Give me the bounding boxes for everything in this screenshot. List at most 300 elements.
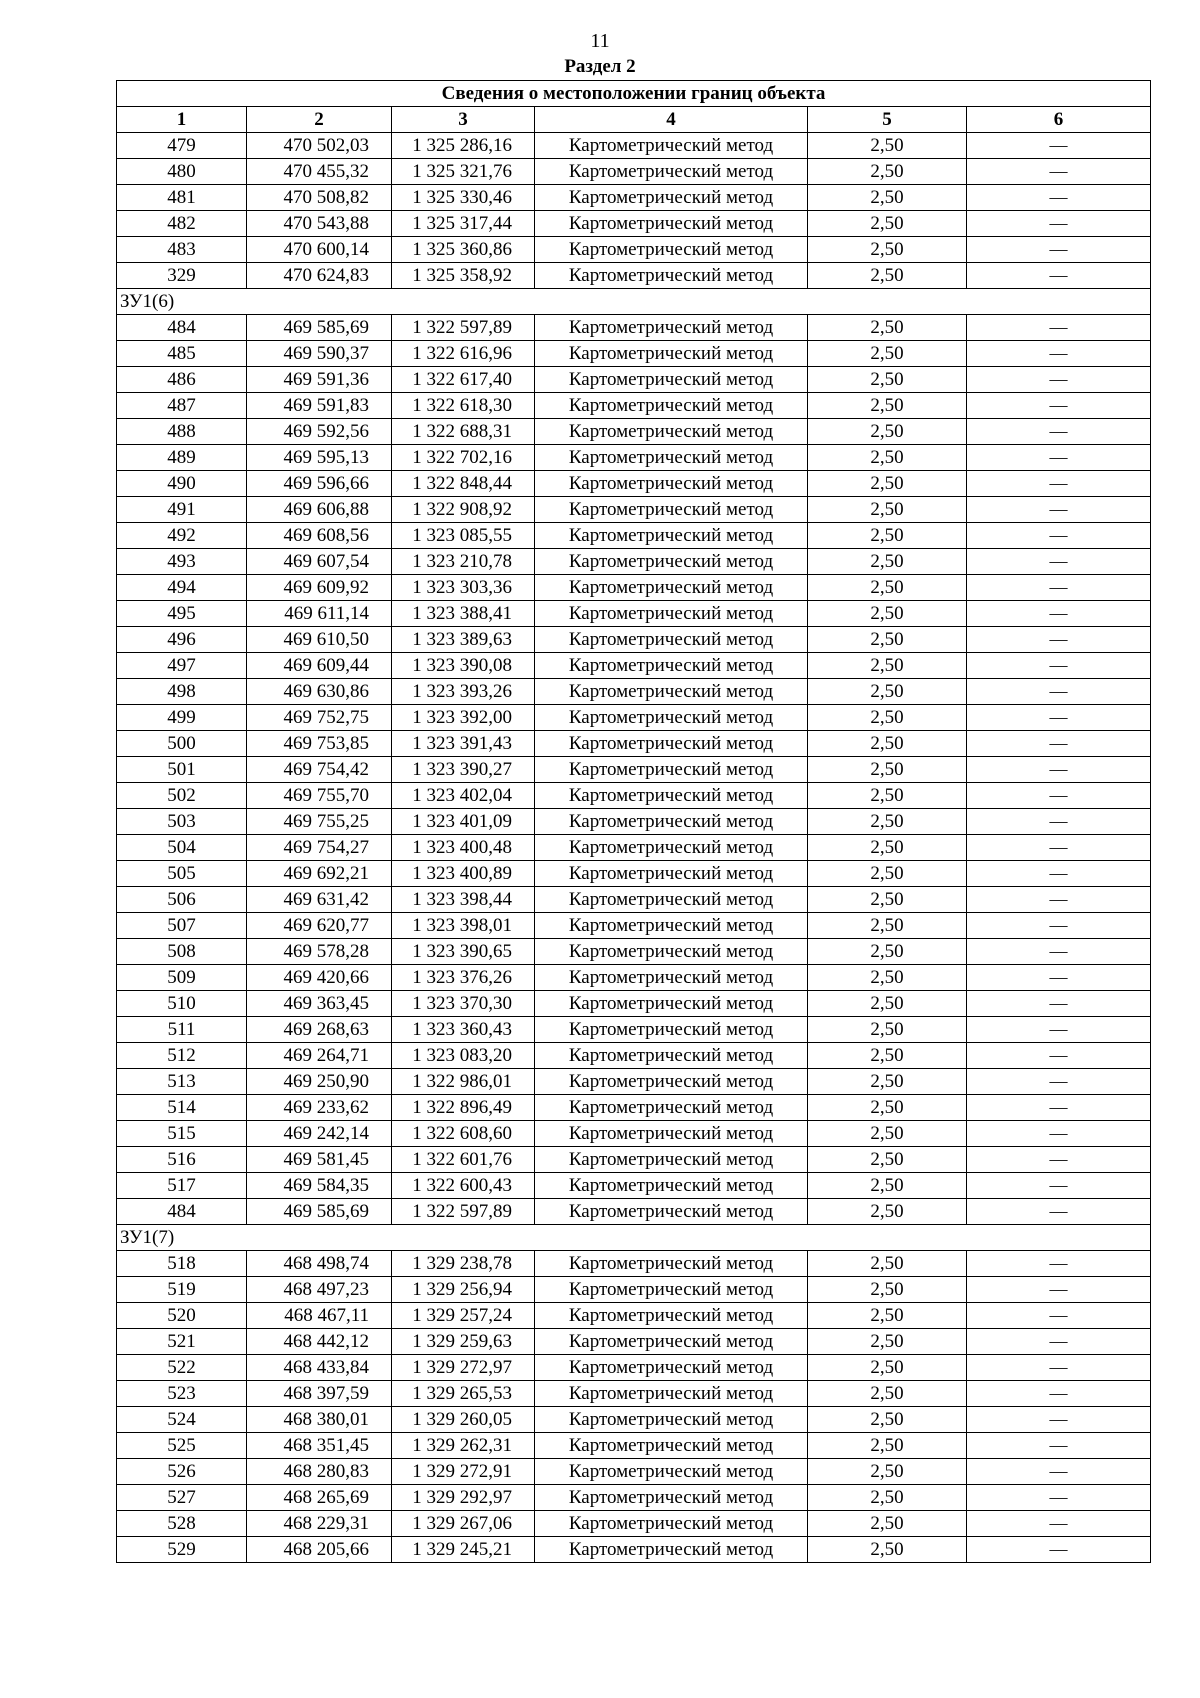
table-row xyxy=(117,1173,1151,1199)
point-number-cell: 481 xyxy=(117,185,247,211)
table-row xyxy=(117,1017,1151,1043)
group-header-row xyxy=(117,1225,1151,1251)
description-cell: — xyxy=(967,1355,1151,1381)
point-number-cell: 525 xyxy=(117,1433,247,1459)
table-row xyxy=(117,1251,1151,1277)
point-number-cell: 518 xyxy=(117,1251,247,1277)
y-coordinate-cell: 1 323 303,36 xyxy=(392,575,535,601)
description-cell: — xyxy=(967,497,1151,523)
point-number-cell: 503 xyxy=(117,809,247,835)
x-coordinate-cell: 469 752,75 xyxy=(247,705,392,731)
table-row xyxy=(117,887,1151,913)
description-cell: — xyxy=(967,1459,1151,1485)
description-cell: — xyxy=(967,419,1151,445)
accuracy-cell: 2,50 xyxy=(808,237,967,263)
y-coordinate-cell: 1 325 286,16 xyxy=(392,133,535,159)
accuracy-cell: 2,50 xyxy=(808,1459,967,1485)
point-number-cell: 484 xyxy=(117,1199,247,1225)
method-cell: Картометрический метод xyxy=(535,809,808,835)
x-coordinate-cell: 469 595,13 xyxy=(247,445,392,471)
y-coordinate-cell: 1 323 370,30 xyxy=(392,991,535,1017)
x-coordinate-cell: 469 692,21 xyxy=(247,861,392,887)
accuracy-cell: 2,50 xyxy=(808,1433,967,1459)
description-cell: — xyxy=(967,575,1151,601)
description-cell: — xyxy=(967,1381,1151,1407)
table-row xyxy=(117,237,1151,263)
method-cell: Картометрический метод xyxy=(535,783,808,809)
accuracy-cell: 2,50 xyxy=(808,1485,967,1511)
y-coordinate-cell: 1 323 392,00 xyxy=(392,705,535,731)
description-cell: — xyxy=(967,835,1151,861)
table-row xyxy=(117,1069,1151,1095)
method-cell: Картометрический метод xyxy=(535,653,808,679)
method-cell: Картометрический метод xyxy=(535,445,808,471)
table-row xyxy=(117,1043,1151,1069)
accuracy-cell: 2,50 xyxy=(808,341,967,367)
point-number-cell: 488 xyxy=(117,419,247,445)
y-coordinate-cell: 1 329 257,24 xyxy=(392,1303,535,1329)
point-number-cell: 522 xyxy=(117,1355,247,1381)
x-coordinate-cell: 468 265,69 xyxy=(247,1485,392,1511)
accuracy-cell: 2,50 xyxy=(808,653,967,679)
point-number-cell: 483 xyxy=(117,237,247,263)
table-row xyxy=(117,1407,1151,1433)
description-cell: — xyxy=(967,1511,1151,1537)
point-number-cell: 490 xyxy=(117,471,247,497)
table-row xyxy=(117,393,1151,419)
column-header: 4 xyxy=(535,107,808,133)
method-cell: Картометрический метод xyxy=(535,367,808,393)
point-number-cell: 524 xyxy=(117,1407,247,1433)
table-row xyxy=(117,1381,1151,1407)
description-cell: — xyxy=(967,1329,1151,1355)
method-cell: Картометрический метод xyxy=(535,1329,808,1355)
description-cell: — xyxy=(967,1095,1151,1121)
description-cell: — xyxy=(967,991,1151,1017)
method-cell: Картометрический метод xyxy=(535,523,808,549)
table-row xyxy=(117,1433,1151,1459)
point-number-cell: 498 xyxy=(117,679,247,705)
y-coordinate-cell: 1 329 265,53 xyxy=(392,1381,535,1407)
accuracy-cell: 2,50 xyxy=(808,1069,967,1095)
y-coordinate-cell: 1 329 238,78 xyxy=(392,1251,535,1277)
table-row xyxy=(117,679,1151,705)
y-coordinate-cell: 1 329 256,94 xyxy=(392,1277,535,1303)
description-cell: — xyxy=(967,1433,1151,1459)
x-coordinate-cell: 469 591,36 xyxy=(247,367,392,393)
accuracy-cell: 2,50 xyxy=(808,523,967,549)
x-coordinate-cell: 469 242,14 xyxy=(247,1121,392,1147)
table-row xyxy=(117,133,1151,159)
table-row xyxy=(117,159,1151,185)
table-row xyxy=(117,783,1151,809)
accuracy-cell: 2,50 xyxy=(808,1173,967,1199)
y-coordinate-cell: 1 323 388,41 xyxy=(392,601,535,627)
table-row xyxy=(117,653,1151,679)
description-cell: — xyxy=(967,1199,1151,1225)
description-cell: — xyxy=(967,471,1151,497)
description-cell: — xyxy=(967,939,1151,965)
group-label: ЗУ1(7) xyxy=(117,1225,1151,1251)
y-coordinate-cell: 1 323 402,04 xyxy=(392,783,535,809)
method-cell: Картометрический метод xyxy=(535,1485,808,1511)
method-cell: Картометрический метод xyxy=(535,133,808,159)
table-row xyxy=(117,367,1151,393)
accuracy-cell: 2,50 xyxy=(808,263,967,289)
x-coordinate-cell: 468 351,45 xyxy=(247,1433,392,1459)
point-number-cell: 496 xyxy=(117,627,247,653)
x-coordinate-cell: 468 280,83 xyxy=(247,1459,392,1485)
point-number-cell: 497 xyxy=(117,653,247,679)
x-coordinate-cell: 469 585,69 xyxy=(247,1199,392,1225)
method-cell: Картометрический метод xyxy=(535,341,808,367)
table-row xyxy=(117,965,1151,991)
description-cell: — xyxy=(967,861,1151,887)
point-number-cell: 501 xyxy=(117,757,247,783)
y-coordinate-cell: 1 322 986,01 xyxy=(392,1069,535,1095)
description-cell: — xyxy=(967,237,1151,263)
point-number-cell: 528 xyxy=(117,1511,247,1537)
table-row xyxy=(117,809,1151,835)
y-coordinate-cell: 1 323 390,08 xyxy=(392,653,535,679)
description-cell: — xyxy=(967,757,1151,783)
table-row xyxy=(117,1355,1151,1381)
method-cell: Картометрический метод xyxy=(535,861,808,887)
method-cell: Картометрический метод xyxy=(535,1095,808,1121)
x-coordinate-cell: 469 592,56 xyxy=(247,419,392,445)
description-cell: — xyxy=(967,965,1151,991)
description-cell: — xyxy=(967,1485,1151,1511)
table-row xyxy=(117,1537,1151,1563)
x-coordinate-cell: 469 608,56 xyxy=(247,523,392,549)
y-coordinate-cell: 1 322 597,89 xyxy=(392,1199,535,1225)
y-coordinate-cell: 1 323 400,89 xyxy=(392,861,535,887)
method-cell: Картометрический метод xyxy=(535,731,808,757)
accuracy-cell: 2,50 xyxy=(808,783,967,809)
method-cell: Картометрический метод xyxy=(535,419,808,445)
y-coordinate-cell: 1 323 400,48 xyxy=(392,835,535,861)
table-caption: Сведения о местоположении границ объекта xyxy=(117,81,1151,107)
description-cell: — xyxy=(967,1017,1151,1043)
accuracy-cell: 2,50 xyxy=(808,705,967,731)
x-coordinate-cell: 468 397,59 xyxy=(247,1381,392,1407)
y-coordinate-cell: 1 323 083,20 xyxy=(392,1043,535,1069)
method-cell: Картометрический метод xyxy=(535,1277,808,1303)
y-coordinate-cell: 1 329 267,06 xyxy=(392,1511,535,1537)
table-row xyxy=(117,731,1151,757)
description-cell: — xyxy=(967,523,1151,549)
description-cell: — xyxy=(967,1173,1151,1199)
point-number-cell: 479 xyxy=(117,133,247,159)
method-cell: Картометрический метод xyxy=(535,159,808,185)
point-number-cell: 508 xyxy=(117,939,247,965)
point-number-cell: 487 xyxy=(117,393,247,419)
point-number-cell: 529 xyxy=(117,1537,247,1563)
accuracy-cell: 2,50 xyxy=(808,835,967,861)
section-title: Раздел 2 xyxy=(564,56,636,77)
accuracy-cell: 2,50 xyxy=(808,939,967,965)
description-cell: — xyxy=(967,731,1151,757)
description-cell: — xyxy=(967,601,1151,627)
method-cell: Картометрический метод xyxy=(535,965,808,991)
table-row xyxy=(117,211,1151,237)
y-coordinate-cell: 1 323 398,44 xyxy=(392,887,535,913)
description-cell: — xyxy=(967,653,1151,679)
table-row xyxy=(117,575,1151,601)
accuracy-cell: 2,50 xyxy=(808,965,967,991)
method-cell: Картометрический метод xyxy=(535,1147,808,1173)
accuracy-cell: 2,50 xyxy=(808,1017,967,1043)
table-row xyxy=(117,705,1151,731)
point-number-cell: 526 xyxy=(117,1459,247,1485)
point-number-cell: 500 xyxy=(117,731,247,757)
column-number-row xyxy=(117,107,1151,133)
point-number-cell: 480 xyxy=(117,159,247,185)
description-cell: — xyxy=(967,1251,1151,1277)
x-coordinate-cell: 469 754,27 xyxy=(247,835,392,861)
method-cell: Картометрический метод xyxy=(535,393,808,419)
group-header-row xyxy=(117,289,1151,315)
group-label: ЗУ1(6) xyxy=(117,289,1151,315)
point-number-cell: 494 xyxy=(117,575,247,601)
accuracy-cell: 2,50 xyxy=(808,471,967,497)
table-row xyxy=(117,1329,1151,1355)
method-cell: Картометрический метод xyxy=(535,1251,808,1277)
accuracy-cell: 2,50 xyxy=(808,549,967,575)
description-cell: — xyxy=(967,809,1151,835)
x-coordinate-cell: 469 585,69 xyxy=(247,315,392,341)
accuracy-cell: 2,50 xyxy=(808,1537,967,1563)
table-row xyxy=(117,497,1151,523)
method-cell: Картометрический метод xyxy=(535,185,808,211)
description-cell: — xyxy=(967,549,1151,575)
accuracy-cell: 2,50 xyxy=(808,1381,967,1407)
method-cell: Картометрический метод xyxy=(535,601,808,627)
x-coordinate-cell: 468 433,84 xyxy=(247,1355,392,1381)
point-number-cell: 510 xyxy=(117,991,247,1017)
column-header: 3 xyxy=(392,107,535,133)
point-number-cell: 505 xyxy=(117,861,247,887)
accuracy-cell: 2,50 xyxy=(808,497,967,523)
point-number-cell: 515 xyxy=(117,1121,247,1147)
y-coordinate-cell: 1 329 259,63 xyxy=(392,1329,535,1355)
y-coordinate-cell: 1 322 608,60 xyxy=(392,1121,535,1147)
method-cell: Картометрический метод xyxy=(535,913,808,939)
x-coordinate-cell: 469 590,37 xyxy=(247,341,392,367)
point-number-cell: 486 xyxy=(117,367,247,393)
y-coordinate-cell: 1 329 262,31 xyxy=(392,1433,535,1459)
x-coordinate-cell: 470 502,03 xyxy=(247,133,392,159)
x-coordinate-cell: 469 420,66 xyxy=(247,965,392,991)
table-row xyxy=(117,601,1151,627)
y-coordinate-cell: 1 329 292,97 xyxy=(392,1485,535,1511)
accuracy-cell: 2,50 xyxy=(808,367,967,393)
accuracy-cell: 2,50 xyxy=(808,1355,967,1381)
accuracy-cell: 2,50 xyxy=(808,575,967,601)
y-coordinate-cell: 1 322 617,40 xyxy=(392,367,535,393)
x-coordinate-cell: 469 607,54 xyxy=(247,549,392,575)
method-cell: Картометрический метод xyxy=(535,263,808,289)
y-coordinate-cell: 1 322 616,96 xyxy=(392,341,535,367)
point-number-cell: 495 xyxy=(117,601,247,627)
table-row xyxy=(117,1511,1151,1537)
y-coordinate-cell: 1 322 896,49 xyxy=(392,1095,535,1121)
table-row xyxy=(117,757,1151,783)
x-coordinate-cell: 469 755,70 xyxy=(247,783,392,809)
table-row xyxy=(117,341,1151,367)
y-coordinate-cell: 1 322 688,31 xyxy=(392,419,535,445)
description-cell: — xyxy=(967,133,1151,159)
description-cell: — xyxy=(967,679,1151,705)
description-cell: — xyxy=(967,1121,1151,1147)
x-coordinate-cell: 469 596,66 xyxy=(247,471,392,497)
x-coordinate-cell: 468 205,66 xyxy=(247,1537,392,1563)
x-coordinate-cell: 469 584,35 xyxy=(247,1173,392,1199)
table-row xyxy=(117,1303,1151,1329)
table-row xyxy=(117,1095,1151,1121)
accuracy-cell: 2,50 xyxy=(808,1251,967,1277)
y-coordinate-cell: 1 323 376,26 xyxy=(392,965,535,991)
point-number-cell: 329 xyxy=(117,263,247,289)
description-cell: — xyxy=(967,263,1151,289)
method-cell: Картометрический метод xyxy=(535,211,808,237)
x-coordinate-cell: 469 591,83 xyxy=(247,393,392,419)
x-coordinate-cell: 469 631,42 xyxy=(247,887,392,913)
accuracy-cell: 2,50 xyxy=(808,601,967,627)
x-coordinate-cell: 469 250,90 xyxy=(247,1069,392,1095)
point-number-cell: 516 xyxy=(117,1147,247,1173)
x-coordinate-cell: 469 606,88 xyxy=(247,497,392,523)
accuracy-cell: 2,50 xyxy=(808,1121,967,1147)
accuracy-cell: 2,50 xyxy=(808,809,967,835)
table-row xyxy=(117,523,1151,549)
method-cell: Картометрический метод xyxy=(535,471,808,497)
description-cell: — xyxy=(967,627,1151,653)
method-cell: Картометрический метод xyxy=(535,1199,808,1225)
x-coordinate-cell: 469 363,45 xyxy=(247,991,392,1017)
point-number-cell: 506 xyxy=(117,887,247,913)
accuracy-cell: 2,50 xyxy=(808,1303,967,1329)
y-coordinate-cell: 1 325 317,44 xyxy=(392,211,535,237)
method-cell: Картометрический метод xyxy=(535,1433,808,1459)
description-cell: — xyxy=(967,185,1151,211)
accuracy-cell: 2,50 xyxy=(808,211,967,237)
description-cell: — xyxy=(967,211,1151,237)
accuracy-cell: 2,50 xyxy=(808,913,967,939)
accuracy-cell: 2,50 xyxy=(808,627,967,653)
table-row xyxy=(117,1199,1151,1225)
point-number-cell: 493 xyxy=(117,549,247,575)
point-number-cell: 482 xyxy=(117,211,247,237)
method-cell: Картометрический метод xyxy=(535,575,808,601)
y-coordinate-cell: 1 322 848,44 xyxy=(392,471,535,497)
x-coordinate-cell: 468 380,01 xyxy=(247,1407,392,1433)
point-number-cell: 519 xyxy=(117,1277,247,1303)
accuracy-cell: 2,50 xyxy=(808,861,967,887)
point-number-cell: 521 xyxy=(117,1329,247,1355)
x-coordinate-cell: 468 229,31 xyxy=(247,1511,392,1537)
column-header: 5 xyxy=(808,107,967,133)
y-coordinate-cell: 1 323 210,78 xyxy=(392,549,535,575)
point-number-cell: 520 xyxy=(117,1303,247,1329)
y-coordinate-cell: 1 323 389,63 xyxy=(392,627,535,653)
table-row xyxy=(117,861,1151,887)
x-coordinate-cell: 470 543,88 xyxy=(247,211,392,237)
y-coordinate-cell: 1 322 597,89 xyxy=(392,315,535,341)
table-row xyxy=(117,835,1151,861)
x-coordinate-cell: 469 268,63 xyxy=(247,1017,392,1043)
y-coordinate-cell: 1 329 272,97 xyxy=(392,1355,535,1381)
y-coordinate-cell: 1 322 601,76 xyxy=(392,1147,535,1173)
point-number-cell: 517 xyxy=(117,1173,247,1199)
table-row xyxy=(117,939,1151,965)
accuracy-cell: 2,50 xyxy=(808,419,967,445)
point-number-cell: 512 xyxy=(117,1043,247,1069)
point-number-cell: 499 xyxy=(117,705,247,731)
method-cell: Картометрический метод xyxy=(535,1407,808,1433)
table-body xyxy=(117,133,1151,1563)
boundary-coordinates-table xyxy=(116,80,1151,1563)
table-row xyxy=(117,419,1151,445)
point-number-cell: 484 xyxy=(117,315,247,341)
accuracy-cell: 2,50 xyxy=(808,887,967,913)
point-number-cell: 513 xyxy=(117,1069,247,1095)
table-row xyxy=(117,991,1151,1017)
column-header: 2 xyxy=(247,107,392,133)
description-cell: — xyxy=(967,1407,1151,1433)
y-coordinate-cell: 1 329 260,05 xyxy=(392,1407,535,1433)
description-cell: — xyxy=(967,393,1151,419)
y-coordinate-cell: 1 329 245,21 xyxy=(392,1537,535,1563)
method-cell: Картометрический метод xyxy=(535,315,808,341)
x-coordinate-cell: 469 578,28 xyxy=(247,939,392,965)
accuracy-cell: 2,50 xyxy=(808,1511,967,1537)
y-coordinate-cell: 1 323 085,55 xyxy=(392,523,535,549)
x-coordinate-cell: 469 609,92 xyxy=(247,575,392,601)
method-cell: Картометрический метод xyxy=(535,939,808,965)
point-number-cell: 491 xyxy=(117,497,247,523)
accuracy-cell: 2,50 xyxy=(808,185,967,211)
table-row xyxy=(117,1277,1151,1303)
y-coordinate-cell: 1 322 600,43 xyxy=(392,1173,535,1199)
y-coordinate-cell: 1 322 702,16 xyxy=(392,445,535,471)
description-cell: — xyxy=(967,1043,1151,1069)
table-row xyxy=(117,1121,1151,1147)
y-coordinate-cell: 1 322 618,30 xyxy=(392,393,535,419)
accuracy-cell: 2,50 xyxy=(808,731,967,757)
y-coordinate-cell: 1 323 360,43 xyxy=(392,1017,535,1043)
point-number-cell: 507 xyxy=(117,913,247,939)
table-row xyxy=(117,913,1151,939)
column-header: 6 xyxy=(967,107,1151,133)
y-coordinate-cell: 1 329 272,91 xyxy=(392,1459,535,1485)
point-number-cell: 489 xyxy=(117,445,247,471)
x-coordinate-cell: 469 755,25 xyxy=(247,809,392,835)
description-cell: — xyxy=(967,315,1151,341)
y-coordinate-cell: 1 322 908,92 xyxy=(392,497,535,523)
accuracy-cell: 2,50 xyxy=(808,1329,967,1355)
description-cell: — xyxy=(967,913,1151,939)
point-number-cell: 485 xyxy=(117,341,247,367)
method-cell: Картометрический метод xyxy=(535,1355,808,1381)
point-number-cell: 492 xyxy=(117,523,247,549)
method-cell: Картометрический метод xyxy=(535,1017,808,1043)
x-coordinate-cell: 469 630,86 xyxy=(247,679,392,705)
description-cell: — xyxy=(967,1277,1151,1303)
x-coordinate-cell: 468 467,11 xyxy=(247,1303,392,1329)
method-cell: Картометрический метод xyxy=(535,1511,808,1537)
table-row xyxy=(117,1459,1151,1485)
